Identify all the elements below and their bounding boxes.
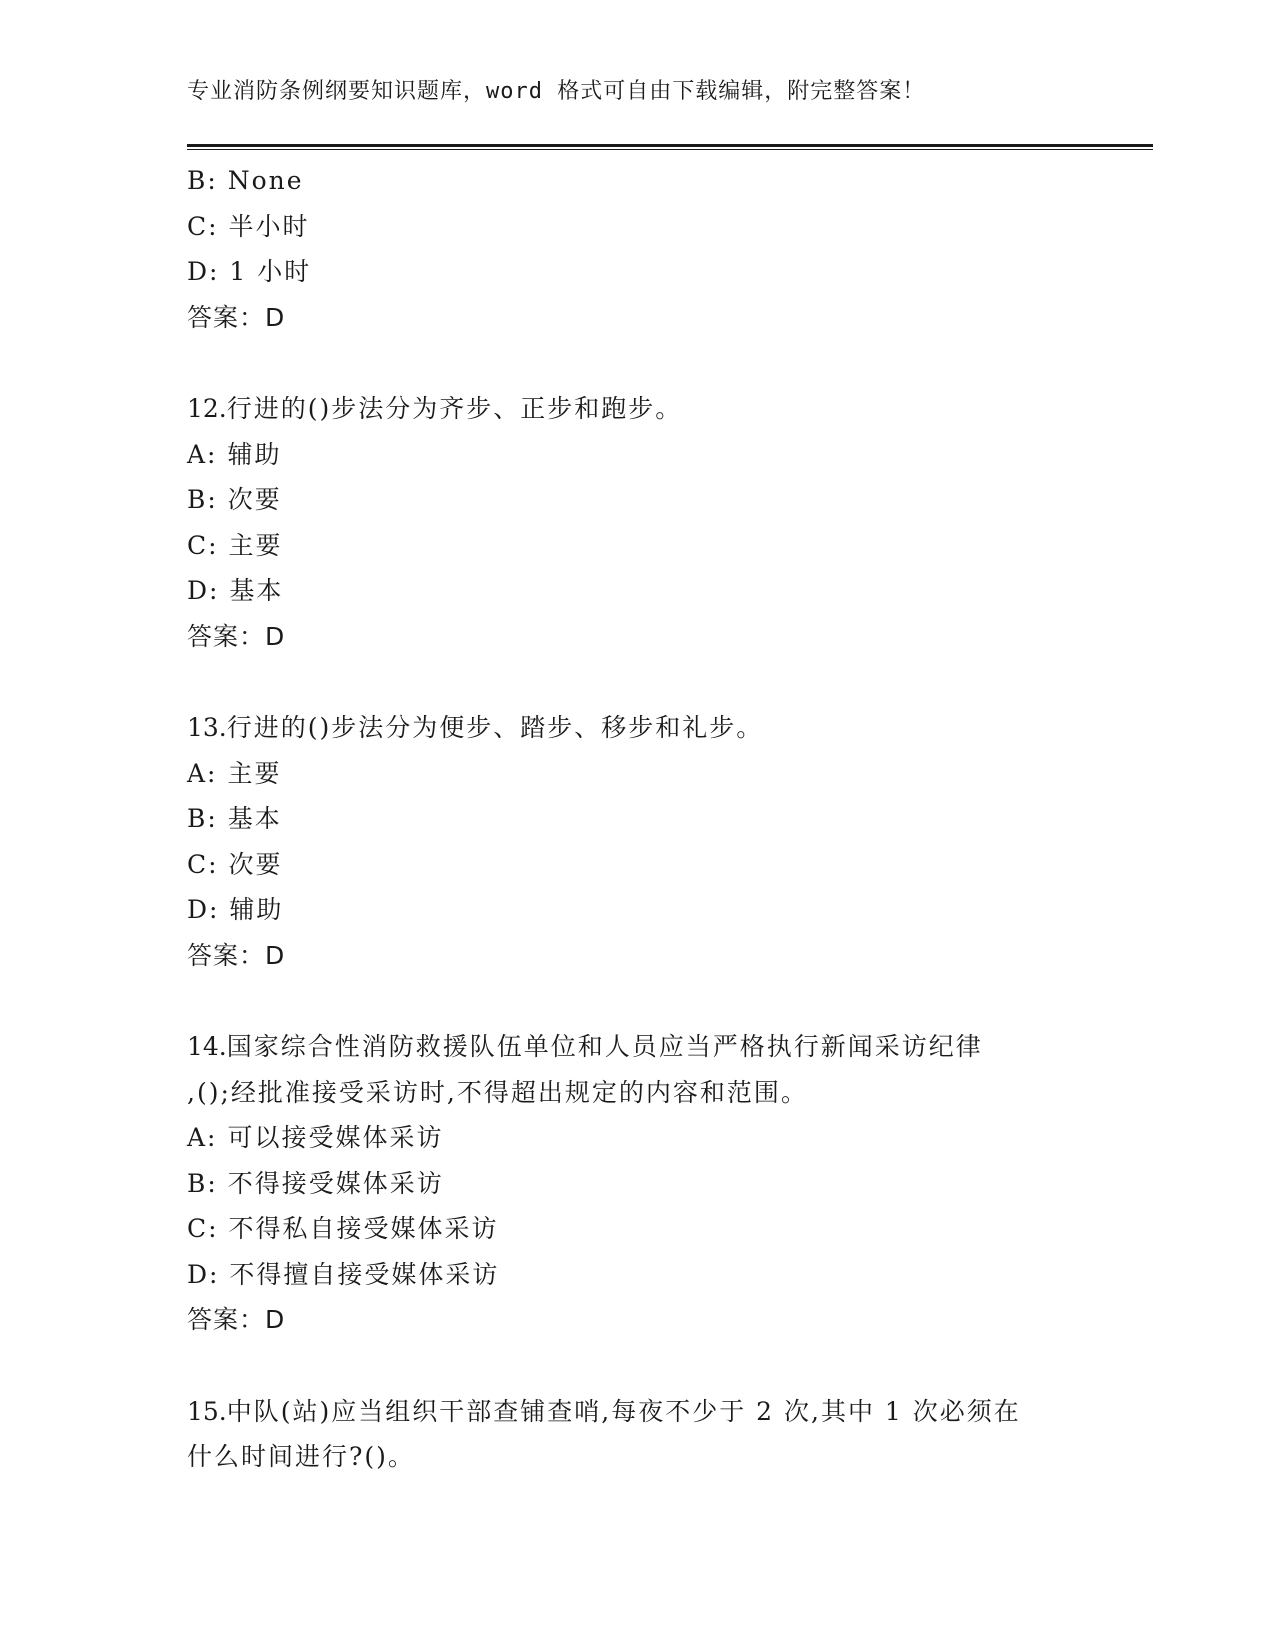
- option-letter: D:: [187, 257, 220, 286]
- option-letter: A:: [187, 758, 218, 788]
- option-letter: D:: [187, 1259, 220, 1289]
- question-text-line: 行进的()步法分为便步、踏步、移步和礼步。: [226, 713, 764, 742]
- question-number: 14.: [187, 1032, 227, 1061]
- option-text: 1 小时: [229, 257, 312, 286]
- option-letter: B:: [187, 485, 218, 514]
- option-letter: B:: [187, 166, 218, 195]
- option-d: [187, 568, 1147, 614]
- question-14: [187, 1024, 1147, 1343]
- question-text: [187, 705, 1147, 751]
- header-divider: [187, 144, 1153, 150]
- answer-line: 答案：D: [187, 302, 286, 332]
- option-text: 可以接受媒体采访: [227, 1123, 444, 1152]
- option-text: 主要: [227, 758, 282, 788]
- question-text: [187, 1389, 1147, 1435]
- question-text-line: 中队(站)应当组织干部查铺查哨,每夜不少于 2 次,其中 1 次必须在: [226, 1396, 1021, 1426]
- page-header: 专业消防条例纲要知识题库，word 格式可自由下载编辑，附完整答案！: [187, 79, 926, 104]
- option-b: [187, 477, 1147, 523]
- answer-line: 答案：D: [187, 621, 286, 651]
- question-15: [187, 1389, 1147, 1480]
- option-letter: D:: [187, 576, 220, 605]
- option-b: [187, 1161, 1147, 1207]
- option-text: 辅助: [229, 895, 284, 924]
- option-letter: C:: [187, 211, 219, 241]
- option-text: 主要: [228, 530, 283, 560]
- option-text: None: [227, 166, 304, 195]
- option-text: 半小时: [228, 211, 310, 241]
- option-letter: C:: [187, 530, 219, 560]
- option-a: [187, 432, 1147, 478]
- question-13: [187, 705, 1147, 978]
- question-number: 13.: [187, 713, 227, 742]
- option-d: [187, 249, 1147, 295]
- question-text: [187, 386, 1147, 432]
- option-text: 基本: [227, 804, 282, 833]
- option-c: [187, 1206, 1147, 1252]
- question-12: [187, 386, 1147, 659]
- answer-line: 答案：D: [187, 1305, 286, 1334]
- option-d: [187, 887, 1147, 933]
- option-c: [187, 204, 1147, 250]
- option-letter: C:: [187, 1214, 219, 1243]
- prev-question: [187, 158, 1147, 340]
- option-b: [187, 158, 1147, 204]
- question-text-line: 行进的()步法分为齐步、正步和跑步。: [226, 394, 683, 423]
- option-letter: D:: [187, 895, 220, 924]
- option-text: 辅助: [227, 439, 282, 469]
- option-b: [187, 796, 1147, 842]
- option-a: [187, 751, 1147, 797]
- option-text: 次要: [227, 485, 282, 514]
- question-list: [187, 158, 1147, 1480]
- option-c: [187, 842, 1147, 888]
- option-text: 不得接受媒体采访: [227, 1168, 444, 1198]
- option-text: 不得私自接受媒体采访: [228, 1214, 499, 1243]
- option-d: [187, 1252, 1147, 1298]
- option-letter: B:: [187, 804, 218, 833]
- question-text-continued: 什么时间进行?()。: [187, 1442, 415, 1471]
- option-text: 次要: [228, 849, 283, 879]
- option-letter: C:: [187, 849, 219, 879]
- option-text: 基本: [229, 576, 284, 605]
- option-a: [187, 1115, 1147, 1161]
- question-number: 15.: [187, 1396, 227, 1426]
- question-text-line: 国家综合性消防救援队伍单位和人员应当严格执行新闻采访纪律: [226, 1032, 983, 1061]
- option-letter: A:: [187, 439, 218, 469]
- option-text: 不得擅自接受媒体采访: [229, 1259, 500, 1289]
- answer-line: 答案：D: [187, 940, 286, 970]
- question-number: 12.: [187, 394, 227, 423]
- option-letter: A:: [187, 1123, 218, 1152]
- option-letter: B:: [187, 1168, 218, 1198]
- option-c: [187, 523, 1147, 569]
- question-text-continued: ,();经批准接受采访时,不得超出规定的内容和范围。: [187, 1077, 808, 1107]
- question-text: [187, 1024, 1147, 1070]
